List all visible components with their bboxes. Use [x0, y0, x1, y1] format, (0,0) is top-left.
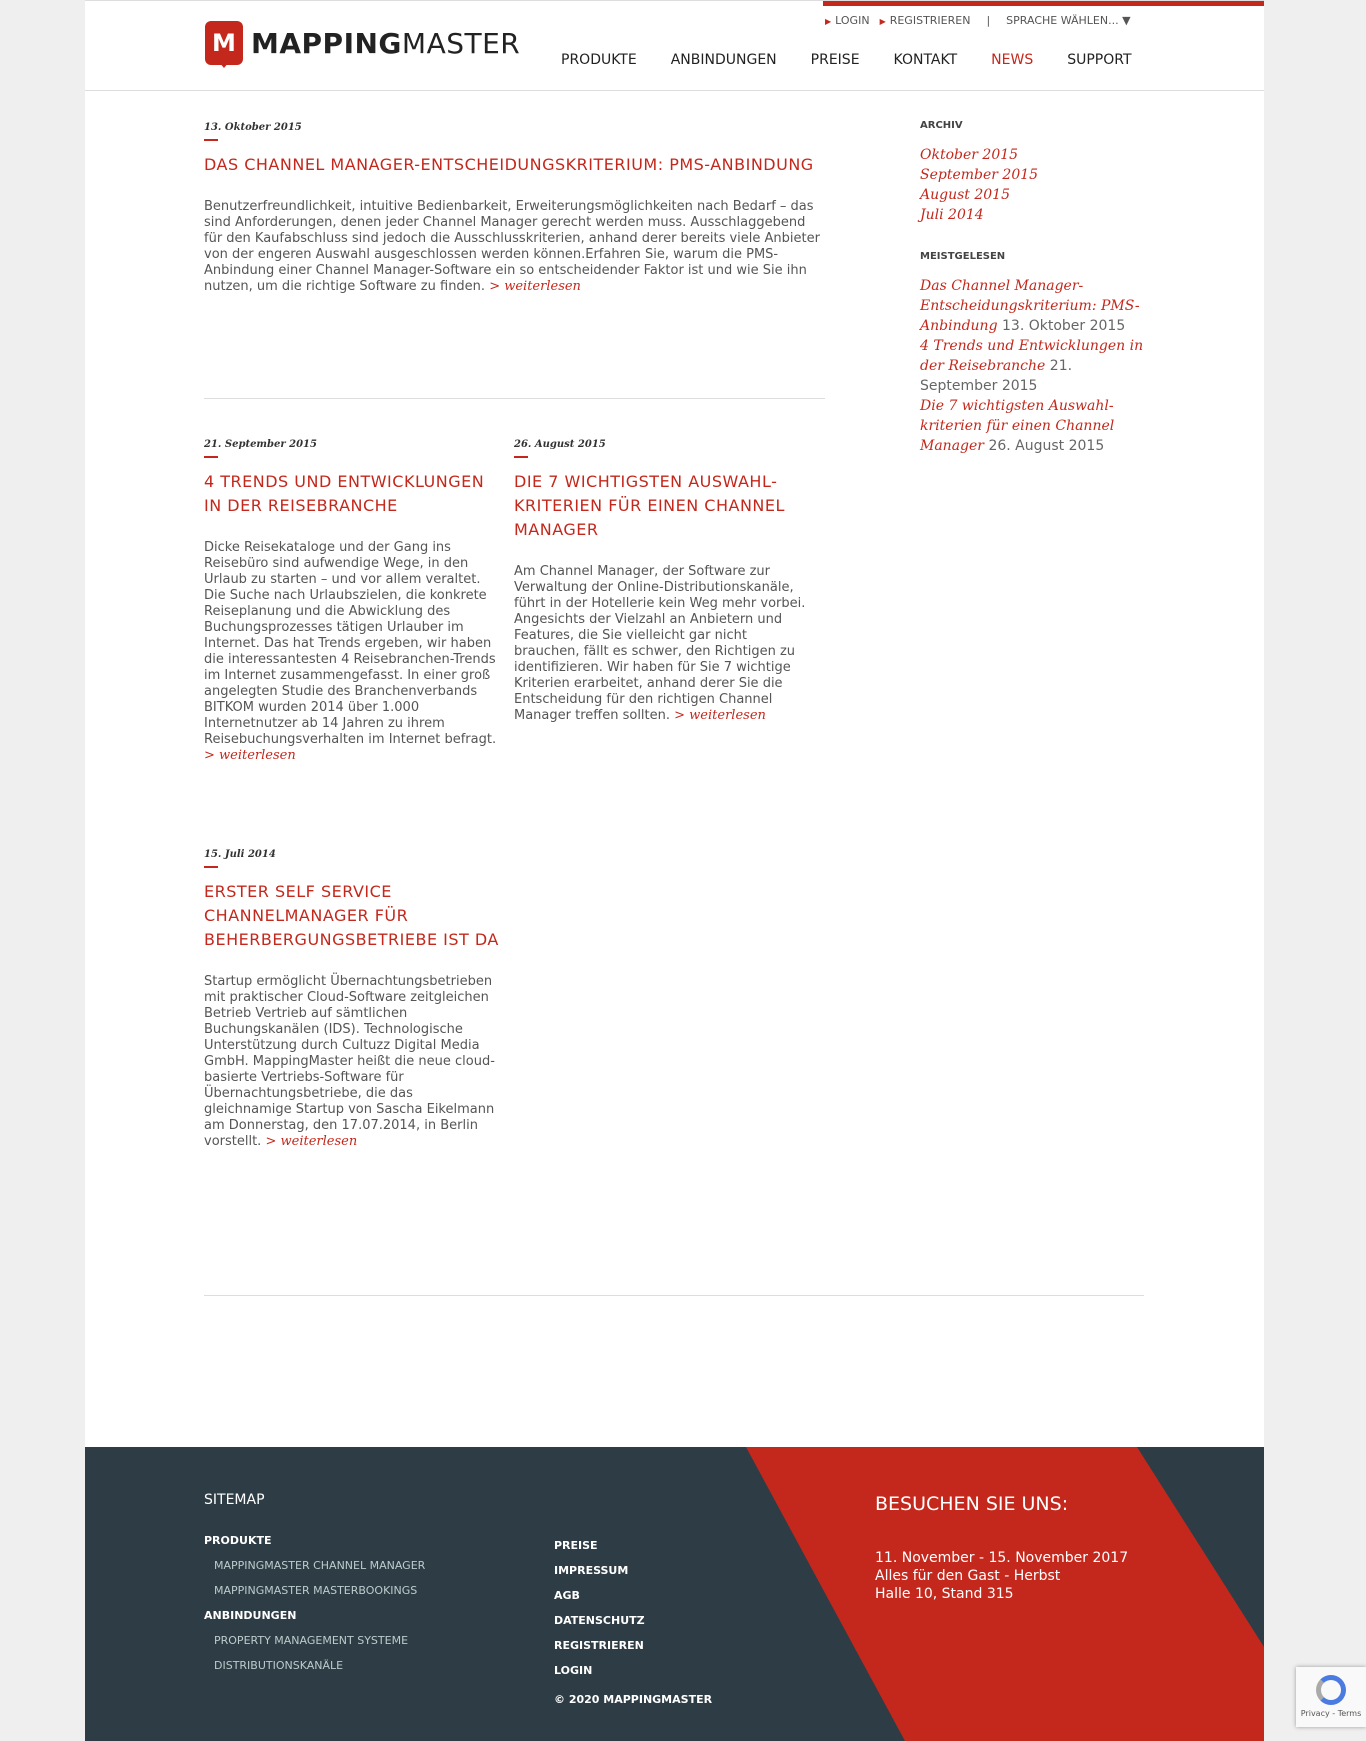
article-text: Dicke Reisekataloge und der Gang ins Reisebüro sind aufwendige Wege, in den Urlaub zu starten – und vor allem veraltet. Die Suche nach Urlaubszielen, die konkrete Reiseplanung und die Abwicklung des Buchungsprozesses tätigen Urlauber im Internet. Das hat Trends ergeben, wir haben die interessantesten 4 Reisebranchen-Trends im Internet zusammengefasst. In einer groß angelegten Studie des Branchenverbands BITKOM wurden 2014 über 1.000 Internetnutzer ab 14 Jahren zu ihrem Reisebuchungsverhalten im Internet befragt. — [204, 540, 497, 747]
nav-news[interactable]: NEWS — [991, 52, 1034, 68]
article-text: Startup ermöglicht Übernachtungsbetrieben mit praktischer Cloud-Software zeitgleichen Betrieb Vertrieb auf sämtlichen Buchungskanälen (IDS). Technologische Unterstützung durch Cultuzz Digital Media GmbH. MappingMaster heißt die neue cloud-basierte Vertriebs-Software für Übernachtungsbetriebe, die das gleichnamige Startup von Sascha Eikelmann am Donnerstag, den 17.07.2014, in Berlin vorstellt. — [204, 974, 495, 1149]
archive-link[interactable]: September 2015 — [920, 167, 1039, 183]
popular-item — [920, 336, 1145, 396]
visit-heading: BESUCHEN SIE UNS: — [875, 1493, 1069, 1515]
archive-link[interactable]: Oktober 2015 — [920, 147, 1019, 163]
popular-date: 21. September 2015 — [920, 358, 1073, 394]
footer-link[interactable]: DISTRIBUTIONSKANÄLE — [214, 1659, 344, 1672]
logo-pin-icon: M — [205, 21, 243, 65]
article-text: Am Channel Manager, der Software zur Verwaltung der Online-Distributionskanäle, führt in der Hotellerie kein Weg mehr vorbei. Angesichts der Vielzahl an Anbietern und Features, die Sie vielleicht gar nicht brauchen, fällt es schwer, den Richtigen zu identifizieren. Wir haben für Sie 7 wichtige Kriterien erarbeitet, anhand derer Sie die Entscheidung für den richtigen Channel Manager treffen sollten. — [514, 564, 806, 723]
logo-bold: MAPPING — [251, 26, 402, 60]
nav-produkte[interactable]: PRODUKTE — [561, 52, 637, 68]
main-nav — [561, 52, 1132, 68]
recaptcha-badge[interactable] — [1296, 1667, 1366, 1727]
archive-heading: ARCHIV — [920, 120, 963, 131]
footer-link[interactable]: MAPPINGMASTER MASTERBOOKINGS — [214, 1584, 418, 1597]
register-link[interactable] — [880, 14, 971, 27]
visit-line: Halle 10, Stand 315 — [875, 1586, 1014, 1602]
article-body — [204, 540, 504, 764]
popular-item — [920, 396, 1145, 456]
language-label: SPRACHE WÄHLEN... — [1006, 14, 1119, 27]
top-links — [825, 14, 1131, 27]
divider — [204, 1295, 1144, 1296]
language-select[interactable] — [1006, 14, 1130, 27]
separator: | — [986, 14, 991, 27]
popular-date: 13. Oktober 2015 — [1002, 318, 1126, 334]
footer-links — [554, 1539, 712, 1718]
login-link[interactable] — [825, 14, 870, 27]
article-title[interactable]: DAS CHANNEL MANAGER-ENTSCHEIDUNGSKRITERIUM: PMS-ANBINDUNG — [204, 155, 814, 174]
nav-kontakt[interactable]: KONTAKT — [893, 52, 958, 68]
sitemap — [204, 1492, 425, 1684]
nav-preise[interactable]: PREISE — [810, 52, 860, 68]
read-more-link[interactable]: > weiterlesen — [674, 708, 766, 723]
date-dash — [204, 456, 218, 458]
footer-link[interactable]: DATENSCHUTZ — [554, 1614, 645, 1627]
date-dash — [204, 866, 218, 868]
article-body — [204, 199, 825, 295]
popular-link[interactable]: Die 7 wichtigsten Auswahl-kriterien für einen Channel Manager — [920, 398, 1115, 454]
article-body — [204, 974, 504, 1150]
article-title[interactable]: ERSTER SELF SERVICE CHANNELMANAGER FÜR BEHERBERGUNGSBETRIEBE IST DA — [204, 882, 499, 949]
article — [514, 439, 814, 724]
nav-support[interactable]: SUPPORT — [1067, 52, 1132, 68]
popular-item — [920, 276, 1145, 336]
article-title[interactable]: 4 TRENDS UND ENTWICKLUNGEN IN DER REISEBRANCHE — [204, 472, 485, 515]
header — [85, 0, 1264, 91]
recaptcha-terms[interactable]: Privacy - Terms — [1300, 1709, 1362, 1718]
logo-light: MASTER — [401, 26, 521, 60]
footer-link[interactable]: PRODUKTE — [204, 1534, 272, 1547]
triangle-icon: ▶ — [879, 17, 886, 26]
read-more-link[interactable]: > weiterlesen — [265, 1134, 358, 1149]
read-more-link[interactable]: > weiterlesen — [489, 279, 581, 294]
copyright: © 2020 MAPPINGMASTER — [554, 1693, 713, 1706]
footer — [85, 1447, 1264, 1741]
visit-line: 11. November - 15. November 2017 — [875, 1550, 1129, 1566]
article-text: Benutzerfreundlichkeit, intuitive Bedienbarkeit, Erweiterungsmöglichkeiten nach Bedarf – das sind Anforderungen, denen jeder Channel Manager gerecht werden muss. Ausschlaggebend für den Kaufabschluss sind jedoch die Ausschlusskriterien, anhand derer bereits viele Anbieter von der engeren Auswahl ausgeschlossen werden können.Erfahren Sie, warum die PMS-Anbindung einer Channel Manager-Software ein so entscheidender Faktor ist und wie Sie ihn nutzen, um die richtige Software zu finden. — [204, 199, 820, 294]
article-body — [514, 564, 814, 724]
article-date: 15. Juli 2014 — [204, 849, 276, 860]
article-title[interactable]: DIE 7 WICHTIGSTEN AUSWAHL-KRITERIEN FÜR EINEN CHANNEL MANAGER — [514, 472, 785, 539]
visit-us — [875, 1493, 1128, 1603]
popular-link[interactable]: 4 Trends und Entwicklungen in der Reisebranche — [920, 338, 1144, 374]
divider — [204, 398, 825, 399]
footer-link[interactable]: ANBINDUNGEN — [204, 1609, 297, 1622]
visit-line: Alles für den Gast - Herbst — [875, 1568, 1061, 1584]
register-label: REGISTRIEREN — [889, 14, 971, 27]
dropdown-arrow-icon: ▼ — [1122, 14, 1131, 27]
popular-link[interactable]: Das Channel Manager-Entscheidungskriterium: PMS-Anbindung — [920, 278, 1140, 334]
archive-link[interactable]: August 2015 — [920, 187, 1010, 203]
article-date: 26. August 2015 — [514, 439, 606, 450]
footer-link[interactable]: LOGIN — [554, 1664, 593, 1677]
article — [204, 849, 504, 1150]
footer-link[interactable]: IMPRESSUM — [554, 1564, 629, 1577]
page — [85, 0, 1264, 1741]
popular-heading: MEISTGELESEN — [920, 251, 1006, 262]
read-more-link[interactable]: > weiterlesen — [204, 748, 296, 763]
sitemap-heading: SITEMAP — [204, 1492, 265, 1508]
top-accent-bar — [823, 1, 1264, 6]
footer-link[interactable]: AGB — [554, 1589, 580, 1602]
article — [204, 439, 504, 764]
footer-link[interactable]: PROPERTY MANAGEMENT SYSTEME — [214, 1634, 409, 1647]
nav-anbindungen[interactable]: ANBINDUNGEN — [670, 52, 777, 68]
recaptcha-icon — [1316, 1675, 1346, 1705]
login-label: LOGIN — [835, 14, 870, 27]
triangle-icon: ▶ — [825, 17, 832, 26]
article-date: 21. September 2015 — [204, 439, 317, 450]
article-date: 13. Oktober 2015 — [204, 122, 302, 133]
popular-date: 26. August 2015 — [988, 438, 1105, 454]
footer-link[interactable]: MAPPINGMASTER CHANNEL MANAGER — [214, 1559, 426, 1572]
archive-link[interactable]: Juli 2014 — [920, 207, 984, 223]
article — [204, 122, 825, 295]
footer-link[interactable]: REGISTRIEREN — [554, 1639, 644, 1652]
logo[interactable] — [205, 21, 520, 65]
footer-link[interactable]: PREISE — [554, 1539, 598, 1552]
date-dash — [514, 456, 528, 458]
date-dash — [204, 139, 218, 141]
sidebar — [920, 120, 1145, 456]
